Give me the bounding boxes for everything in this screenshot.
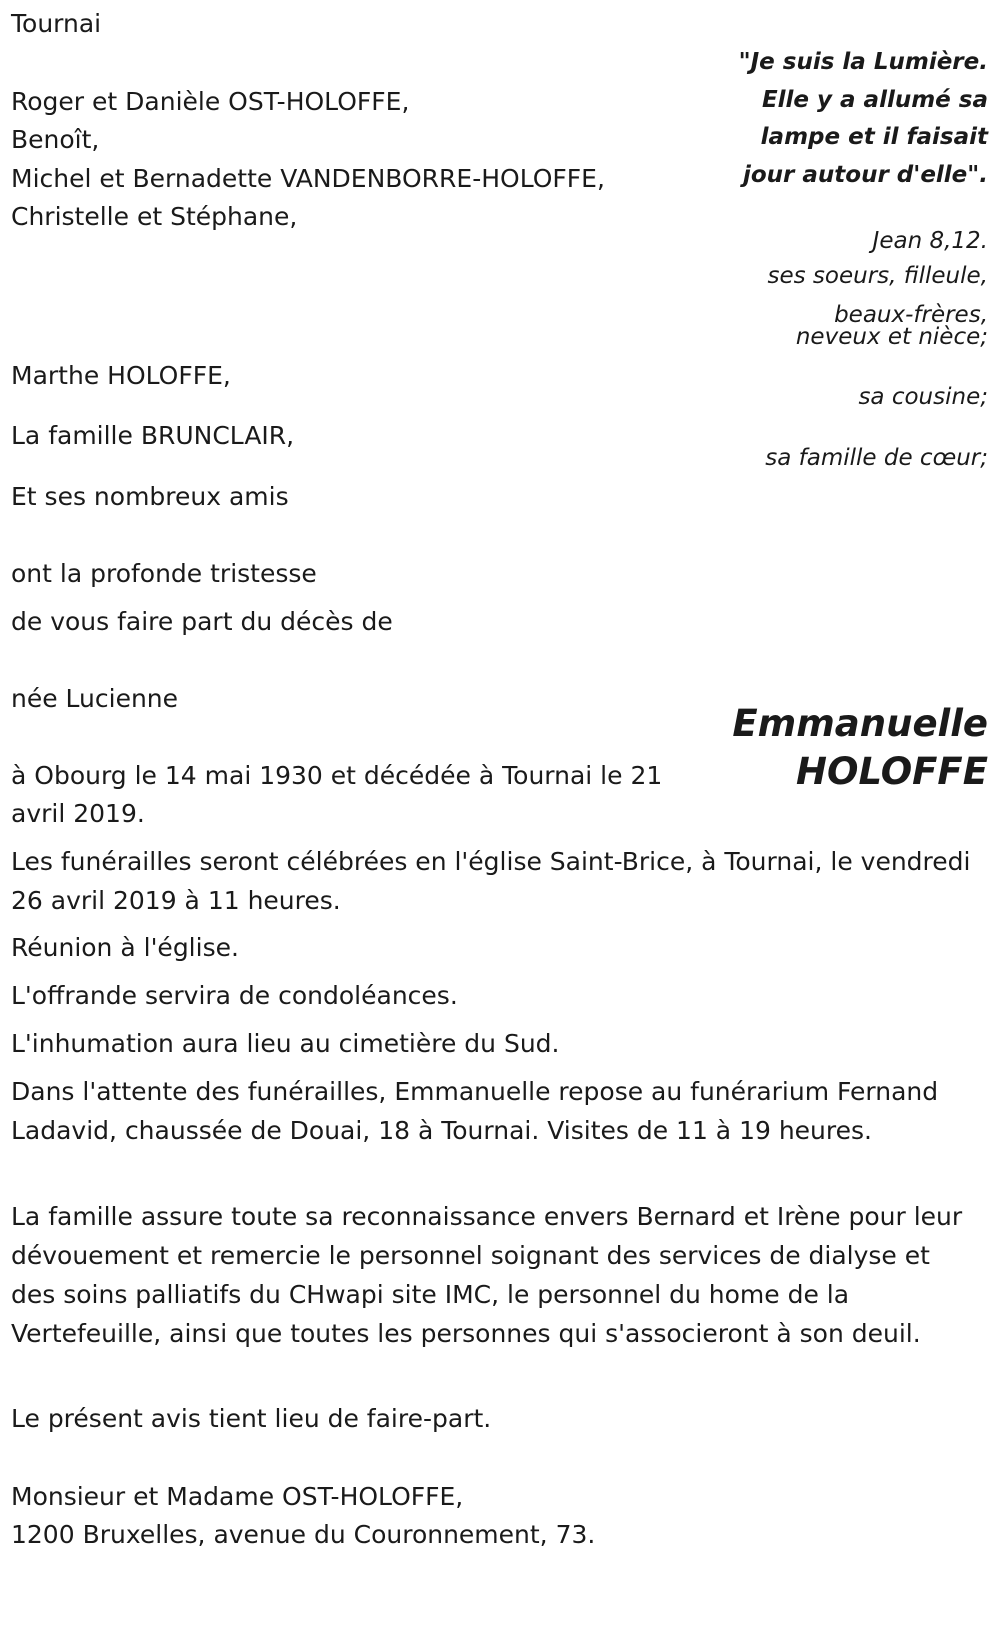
city: Tournai [11,9,102,38]
friends: Et ses nombreux amis [11,482,289,511]
family-line: Roger et Danièle OST-HOLOFFE, [11,87,410,116]
announcement-line: ont la profonde tristesse [11,559,317,588]
family-line: Benoît, [11,125,100,154]
cousin-name: Marthe HOLOFFE, [11,361,231,390]
relation-sisters: ses soeurs, filleule, [767,263,988,289]
family-line: Christelle et Stéphane, [11,202,298,231]
notice-statement: Le présent avis tient lieu de faire-part. [11,1404,492,1433]
deceased-name [732,700,988,796]
visitation-info: Dans l'attente des funérailles, Emmanuelle repose au funérarium Fernand Ladavid, chaussée de Douai, 18 à Tournai. Visites de 11 à 19 heures. [11,1077,939,1145]
family-line: Michel et Bernadette VANDENBORRE-HOLOFFE, [11,164,605,193]
relation-cousin: sa cousine; [858,384,988,410]
funeral-details: Les funérailles seront célébrées en l'église Saint-Brice, à Tournai, le vendredi 26 avril 2019 à 11 heures. [11,847,971,915]
announcement-line: de vous faire part du décès de [11,607,393,636]
deceased-last-name: HOLOFFE [796,750,988,793]
contact-name: Monsieur et Madame OST-HOLOFFE, [11,1482,464,1511]
relation-nephews: neveux et nièce; [795,324,988,350]
relation-heart-family: sa famille de cœur; [765,445,988,471]
maiden-name: née Lucienne [11,684,179,713]
birth-death-line: avril 2019. [11,799,145,828]
gratitude-text: La famille assure toute sa reconnaissance envers Bernard et Irène pour leur dévouement et remercie le personnel soignant des services de dialyse et des soins palliatifs du CHwapi site IMC, le personnel du home de la Vertefeuille, ainsi que toutes les personnes qui s'associeront à son deuil. [11,1202,963,1348]
burial-info: L'inhumation aura lieu au cimetière du Sud. [11,1029,560,1058]
deceased-first-name: Emmanuelle [732,702,988,745]
bible-quote: "Je suis la Lumière. Elle y a allumé sa lampe et il faisait jour autour d'elle". [738,49,988,188]
relation-inlaws: beaux-frères, [834,302,988,328]
meeting-info: Réunion à l'église. [11,933,239,962]
offering-info: L'offrande servira de condoléances. [11,981,458,1010]
birth-death-line: à Obourg le 14 mai 1930 et décédée à Tournai le 21 [11,761,663,790]
family-brunclair: La famille BRUNCLAIR, [11,421,295,450]
quote-reference: Jean 8,12. [872,228,988,254]
contact-address: 1200 Bruxelles, avenue du Couronnement, 73. [11,1520,596,1549]
